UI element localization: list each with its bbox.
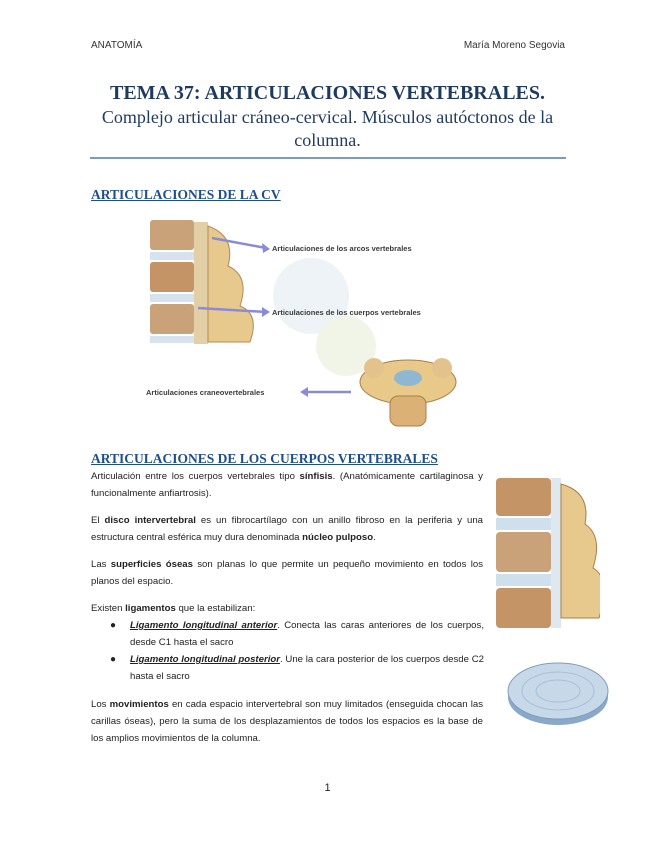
page-subtitle — [0, 106, 655, 152]
page-number: 1 — [324, 782, 331, 794]
section-heading-articulaciones-cv: ARTICULACIONES DE LA CV — [91, 187, 281, 202]
bullet-icon: ● — [110, 620, 117, 631]
label-craneovertebrales: Articulaciones craneovertebrales — [146, 388, 265, 397]
spine-articulations-figure — [146, 216, 480, 438]
header-left: ANATOMÍA — [91, 40, 143, 51]
page-title: TEMA 37: ARTICULACIONES VERTEBRALES. — [110, 82, 545, 104]
header-right: María Moreno Segovia — [463, 40, 565, 51]
list-item: ● Ligamento longitudinal anterior. Conecta las caras anteriores de los cuerpos, desde C1 hasta el sacro — [110, 617, 484, 651]
section-heading-cuerpos-vertebrales: ARTICULACIONES DE LOS CUERPOS VERTEBRALES — [91, 451, 438, 466]
paragraph-movimientos: Los movimientos en cada espacio intervertebral son muy limitados (enseguida chocan las carillas óseas), pero la suma de los desplazamientos de todos los espacios es la base de los amplios movimientos de la columna. — [91, 699, 483, 744]
intervertebral-disc-figure — [506, 655, 610, 729]
paragraph-disco-intervertebral: El disco intervertebral es un fibrocartílago con un anillo fibroso en la periferia y una estructura central esférica muy dura denominada núcleo pulposo. — [91, 515, 484, 543]
title-divider — [90, 157, 566, 159]
label-arcos-vertebrales: Articulaciones de los arcos vertebrales — [272, 244, 412, 253]
paragraph-superficies-oseas: Las superficies óseas son planas lo que permite un pequeño movimiento en todos los planos del espacio. — [91, 559, 483, 587]
paragraph-ligamentos: Existen ligamentos que la estabilizan: — [91, 603, 256, 614]
label-cuerpos-vertebrales: Articulaciones de los cuerpos vertebrales — [272, 308, 421, 317]
page-subtitle-text: Complejo articular cráneo-cervical. Músculos autóctonos de la columna. — [101, 107, 554, 150]
bullet-icon: ● — [110, 654, 117, 665]
ligament-list — [110, 617, 484, 685]
vertebral-bodies-figure — [494, 478, 600, 648]
paragraph-sinfisis: Articulación entre los cuerpos vertebrales tipo sínfisis. (Anatómicamente cartilaginosa y funcionalmente anfiartrosis). — [91, 471, 483, 499]
list-item: ● Ligamento longitudinal posterior. Une la cara posterior de los cuerpos desde C2 hasta el sacro — [110, 651, 484, 685]
